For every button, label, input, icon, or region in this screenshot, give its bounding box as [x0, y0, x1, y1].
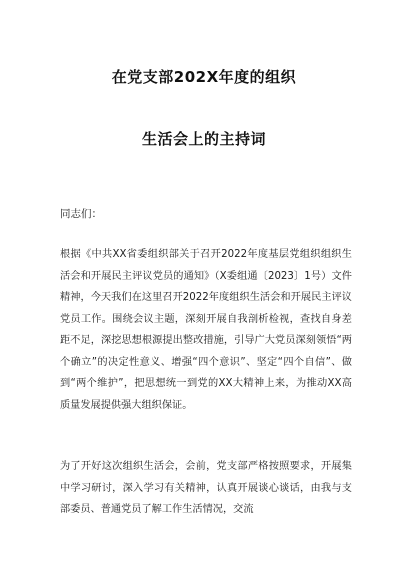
document-title-line-2: 生活会上的主持词	[141, 130, 266, 148]
salutation: 同志们：	[60, 208, 102, 220]
body-paragraph-1: 根据《中共XX省委组织部关于召开2022年度基层党组织组织生活会和开展民主评议党员的通知》（X委组通〔2023〕1号）文件精神，今天我们在这里召开2022年度组织生活会和开展民主评议党员工作。围绕会议主题，深刻开展自我剖析检视，查找自身差距不足，深挖思想根源提出整改措施，引导广大党员深刻领悟“两个确立”的决定性意义、增强“四个意识”、坚定“四个自信”、做到“两个维护”，把思想统一到党的XX大精神上来，为推动XX高质量发展提供强大组织保证。	[60, 249, 352, 411]
document-title-line-1: 在党支部202X年度的组织	[111, 68, 297, 86]
body-paragraph-2: 为了开好这次组织生活会，会前，党支部严格按照要求，开展集中学习研讨，深入学习有关精神，认真开展谈心谈话，由我与支部委员、普通党员了解工作生活情况，交流	[60, 461, 352, 515]
